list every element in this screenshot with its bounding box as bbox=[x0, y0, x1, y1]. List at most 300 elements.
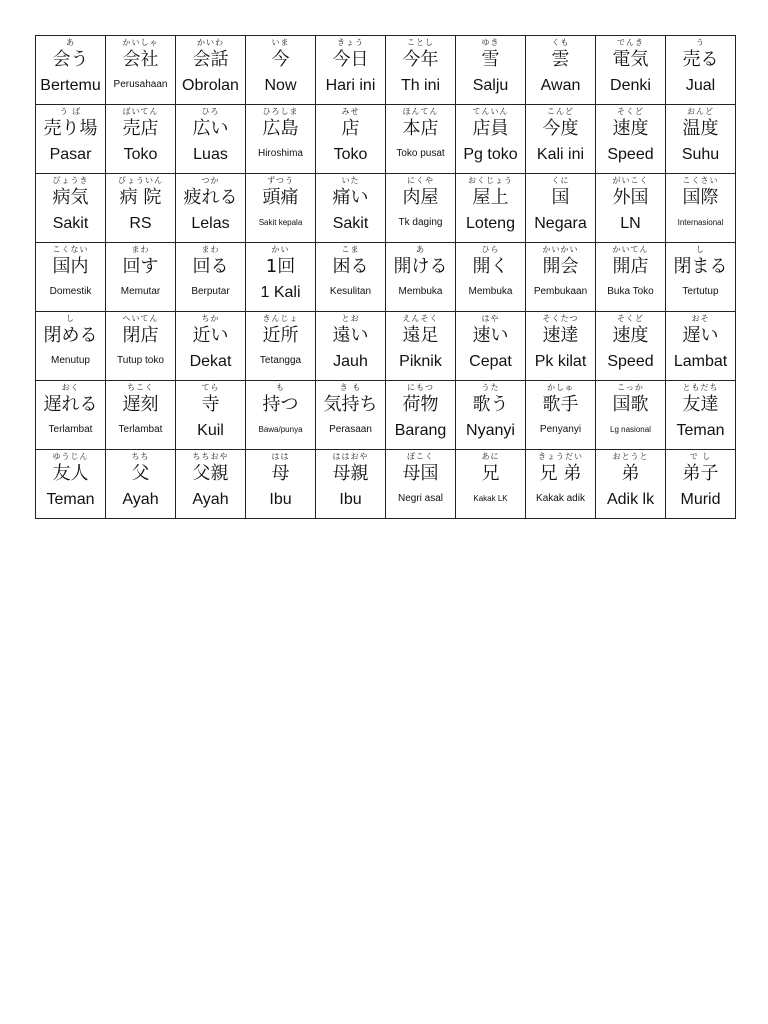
indonesian-meaning: Pembukaan bbox=[533, 286, 588, 297]
furigana-reading: ほんてん bbox=[402, 107, 439, 116]
furigana-reading: ゆうじん bbox=[52, 452, 89, 461]
indonesian-meaning: Perusahaan bbox=[113, 79, 168, 90]
kanji-word: 国歌 bbox=[612, 394, 649, 415]
furigana-reading: あ bbox=[416, 245, 425, 254]
vocab-entry bbox=[106, 174, 175, 242]
indonesian-meaning: Tetangga bbox=[259, 355, 302, 366]
vocabulary-sheet bbox=[35, 35, 733, 519]
furigana-reading: こくさい bbox=[682, 176, 719, 185]
indonesian-meaning: Tutup toko bbox=[117, 355, 164, 366]
vocab-cell bbox=[456, 450, 526, 519]
vocab-cell bbox=[176, 36, 246, 105]
vocab-cell bbox=[246, 312, 316, 381]
vocab-entry bbox=[176, 36, 245, 104]
vocab-cell bbox=[456, 36, 526, 105]
kanji-vocabulary-table bbox=[35, 35, 736, 519]
vocab-entry bbox=[36, 312, 105, 380]
vocab-entry bbox=[246, 450, 315, 518]
indonesian-meaning: Negri asal bbox=[397, 493, 444, 504]
table-row bbox=[36, 105, 736, 174]
vocab-entry bbox=[526, 312, 595, 380]
kanji-word: 広い bbox=[192, 118, 229, 139]
indonesian-meaning: RS bbox=[129, 215, 152, 232]
vocab-entry bbox=[666, 36, 735, 104]
vocab-entry bbox=[316, 174, 385, 242]
vocab-entry bbox=[456, 381, 525, 449]
vocab-cell bbox=[526, 381, 596, 450]
kanji-word: 兄 bbox=[481, 463, 500, 484]
furigana-reading: ばいてん bbox=[122, 107, 159, 116]
vocab-entry bbox=[456, 243, 525, 311]
kanji-word: 外国 bbox=[612, 187, 649, 208]
kanji-word: 店 bbox=[341, 118, 360, 139]
vocab-cell bbox=[316, 105, 386, 174]
vocab-cell bbox=[106, 243, 176, 312]
kanji-word: 母親 bbox=[332, 463, 369, 484]
furigana-reading: はや bbox=[481, 314, 500, 323]
vocab-entry bbox=[456, 105, 525, 173]
vocab-cell bbox=[596, 36, 666, 105]
furigana-reading: にくや bbox=[407, 176, 434, 185]
indonesian-meaning: Speed bbox=[607, 146, 654, 163]
indonesian-meaning: Menutup bbox=[51, 355, 90, 366]
indonesian-meaning: Bawa/punya bbox=[258, 425, 303, 434]
kanji-word: 売り場 bbox=[43, 118, 98, 139]
kanji-word: 広島 bbox=[262, 118, 299, 139]
furigana-reading: かしゅ bbox=[547, 383, 574, 392]
kanji-word: 会話 bbox=[192, 49, 229, 70]
indonesian-meaning: Memutar bbox=[120, 286, 161, 297]
kanji-word: 今日 bbox=[332, 49, 369, 70]
furigana-reading: でんき bbox=[617, 38, 644, 47]
vocab-entry bbox=[36, 105, 105, 173]
indonesian-meaning: 1 Kali bbox=[260, 284, 301, 301]
kanji-word: 困る bbox=[332, 256, 369, 277]
vocab-entry bbox=[246, 36, 315, 104]
vocab-entry bbox=[36, 36, 105, 104]
furigana-reading: にもつ bbox=[407, 383, 434, 392]
vocab-entry bbox=[596, 105, 665, 173]
vocab-entry bbox=[176, 174, 245, 242]
furigana-reading: ははおや bbox=[332, 452, 369, 461]
kanji-word: 頭痛 bbox=[262, 187, 299, 208]
furigana-reading: こくない bbox=[52, 245, 89, 254]
furigana-reading: がいこく bbox=[612, 176, 649, 185]
indonesian-meaning: Kuil bbox=[197, 422, 224, 439]
vocab-cell bbox=[526, 312, 596, 381]
indonesian-meaning: Denki bbox=[610, 77, 651, 94]
kanji-word: 売る bbox=[682, 49, 719, 70]
indonesian-meaning: Penyanyi bbox=[539, 424, 582, 435]
indonesian-meaning: Kesulitan bbox=[329, 286, 372, 297]
furigana-reading: きょう bbox=[337, 38, 364, 47]
indonesian-meaning: Buka Toko bbox=[607, 286, 654, 297]
indonesian-meaning: Lelas bbox=[191, 215, 230, 232]
vocab-entry bbox=[386, 105, 455, 173]
vocab-cell bbox=[36, 450, 106, 519]
kanji-word: 回す bbox=[122, 256, 159, 277]
kanji-word: 会う bbox=[52, 49, 89, 70]
indonesian-meaning: Speed bbox=[607, 353, 654, 370]
vocab-entry bbox=[176, 243, 245, 311]
vocab-cell bbox=[456, 174, 526, 243]
furigana-reading: おとうと bbox=[612, 452, 649, 461]
furigana-reading: くも bbox=[551, 38, 570, 47]
vocab-entry bbox=[526, 36, 595, 104]
kanji-word: 友人 bbox=[52, 463, 89, 484]
furigana-reading: ちち bbox=[131, 452, 150, 461]
vocab-cell bbox=[106, 105, 176, 174]
kanji-word: 雪 bbox=[481, 49, 500, 70]
indonesian-meaning: Tk daging bbox=[398, 217, 443, 228]
vocab-cell bbox=[106, 450, 176, 519]
vocab-entry bbox=[316, 450, 385, 518]
kanji-word: 病気 bbox=[52, 187, 89, 208]
furigana-reading: う bbox=[696, 38, 705, 47]
furigana-reading: びょういん bbox=[118, 176, 163, 185]
kanji-word: 雲 bbox=[551, 49, 570, 70]
vocab-cell bbox=[316, 381, 386, 450]
indonesian-meaning: Th ini bbox=[400, 77, 441, 94]
indonesian-meaning: Ayah bbox=[122, 491, 159, 508]
furigana-reading: くに bbox=[551, 176, 570, 185]
vocab-entry bbox=[456, 174, 525, 242]
furigana-reading: そくたつ bbox=[542, 314, 579, 323]
indonesian-meaning: Sakit kepala bbox=[258, 218, 303, 227]
indonesian-meaning: Toko bbox=[123, 146, 158, 163]
vocab-cell bbox=[596, 381, 666, 450]
vocab-entry bbox=[36, 450, 105, 518]
kanji-word: 寺 bbox=[201, 394, 220, 415]
vocab-entry bbox=[246, 105, 315, 173]
vocab-entry bbox=[106, 243, 175, 311]
indonesian-meaning: Jauh bbox=[333, 353, 368, 370]
indonesian-meaning: Jual bbox=[685, 77, 716, 94]
furigana-reading: びょうき bbox=[52, 176, 89, 185]
vocab-entry bbox=[106, 36, 175, 104]
kanji-word: 病 院 bbox=[119, 187, 162, 208]
vocab-cell bbox=[106, 381, 176, 450]
indonesian-meaning: Teman bbox=[676, 422, 725, 439]
kanji-word: 閉める bbox=[43, 325, 98, 346]
vocab-entry bbox=[596, 381, 665, 449]
furigana-reading: つか bbox=[201, 176, 220, 185]
furigana-reading: かい bbox=[271, 245, 290, 254]
indonesian-meaning: Ayah bbox=[192, 491, 229, 508]
vocab-cell bbox=[386, 450, 456, 519]
kanji-word: 遠い bbox=[332, 325, 369, 346]
furigana-reading: まわ bbox=[201, 245, 220, 254]
vocab-entry bbox=[386, 174, 455, 242]
vocab-cell bbox=[666, 36, 736, 105]
furigana-reading: ちか bbox=[201, 314, 220, 323]
vocab-cell bbox=[36, 174, 106, 243]
vocab-entry bbox=[666, 243, 735, 311]
kanji-table-body bbox=[36, 36, 736, 519]
vocab-cell bbox=[596, 105, 666, 174]
table-row bbox=[36, 174, 736, 243]
indonesian-meaning: Cepat bbox=[469, 353, 512, 370]
indonesian-meaning: Internasional bbox=[677, 218, 724, 227]
vocab-cell bbox=[456, 243, 526, 312]
furigana-reading: おく bbox=[61, 383, 80, 392]
kanji-word: 温度 bbox=[682, 118, 719, 139]
vocab-entry bbox=[526, 381, 595, 449]
vocab-entry bbox=[176, 381, 245, 449]
vocab-entry bbox=[36, 174, 105, 242]
furigana-reading: きょうだい bbox=[538, 452, 583, 461]
vocab-cell bbox=[526, 174, 596, 243]
vocab-cell bbox=[106, 312, 176, 381]
furigana-reading: はは bbox=[271, 452, 290, 461]
vocab-entry bbox=[526, 174, 595, 242]
kanji-word: 速度 bbox=[612, 118, 649, 139]
furigana-reading: ひら bbox=[481, 245, 500, 254]
kanji-word: 会社 bbox=[122, 49, 159, 70]
kanji-word: 開会 bbox=[542, 256, 579, 277]
vocab-cell bbox=[246, 36, 316, 105]
vocab-entry bbox=[666, 174, 735, 242]
kanji-word: 屋上 bbox=[472, 187, 509, 208]
vocab-entry bbox=[666, 105, 735, 173]
vocab-cell bbox=[456, 105, 526, 174]
furigana-reading: う ば bbox=[59, 107, 82, 116]
vocab-entry bbox=[106, 381, 175, 449]
kanji-word: 1回 bbox=[265, 256, 296, 277]
indonesian-meaning: Membuka bbox=[468, 286, 513, 297]
furigana-reading: そくど bbox=[617, 314, 644, 323]
kanji-word: 今年 bbox=[402, 49, 439, 70]
furigana-reading: ことし bbox=[407, 38, 434, 47]
vocab-entry bbox=[106, 450, 175, 518]
vocab-cell bbox=[526, 105, 596, 174]
vocab-cell bbox=[386, 312, 456, 381]
indonesian-meaning: Sakit bbox=[332, 215, 369, 232]
indonesian-meaning: Lg nasional bbox=[610, 425, 651, 434]
kanji-word: 遅い bbox=[682, 325, 719, 346]
kanji-word: 痛い bbox=[332, 187, 369, 208]
vocab-cell bbox=[456, 381, 526, 450]
furigana-reading: ゆき bbox=[481, 38, 500, 47]
furigana-reading: で し bbox=[689, 452, 712, 461]
furigana-reading: き も bbox=[339, 383, 362, 392]
indonesian-meaning: Pg toko bbox=[463, 146, 518, 163]
vocab-cell bbox=[176, 450, 246, 519]
vocab-cell bbox=[456, 312, 526, 381]
kanji-word: 開く bbox=[472, 256, 509, 277]
kanji-word: 速達 bbox=[542, 325, 579, 346]
vocab-cell bbox=[316, 450, 386, 519]
kanji-word: 歌手 bbox=[542, 394, 579, 415]
furigana-reading: きんじょ bbox=[262, 314, 299, 323]
vocab-cell bbox=[596, 174, 666, 243]
indonesian-meaning: Ibu bbox=[269, 491, 292, 508]
kanji-word: 電気 bbox=[612, 49, 649, 70]
furigana-reading: かいてん bbox=[612, 245, 649, 254]
furigana-reading: ぼこく bbox=[407, 452, 434, 461]
kanji-word: 売店 bbox=[122, 118, 159, 139]
indonesian-meaning: Toko pusat bbox=[396, 148, 445, 159]
vocab-entry bbox=[176, 105, 245, 173]
vocab-cell bbox=[666, 450, 736, 519]
indonesian-meaning: Murid bbox=[680, 491, 721, 508]
furigana-reading: こま bbox=[341, 245, 360, 254]
kanji-word: 兄 弟 bbox=[539, 463, 582, 484]
vocab-entry bbox=[316, 312, 385, 380]
vocab-entry bbox=[456, 312, 525, 380]
vocab-cell bbox=[386, 174, 456, 243]
indonesian-meaning: Hari ini bbox=[325, 77, 376, 94]
indonesian-meaning: Pk kilat bbox=[534, 353, 587, 370]
indonesian-meaning: Domestik bbox=[49, 286, 92, 297]
vocab-cell bbox=[666, 312, 736, 381]
kanji-word: 歌う bbox=[472, 394, 509, 415]
kanji-word: 母 bbox=[271, 463, 290, 484]
kanji-word: 弟子 bbox=[682, 463, 719, 484]
furigana-reading: し bbox=[66, 314, 75, 323]
furigana-reading: も bbox=[276, 383, 285, 392]
vocab-entry bbox=[596, 174, 665, 242]
furigana-reading: ちこく bbox=[127, 383, 154, 392]
kanji-word: 友達 bbox=[682, 394, 719, 415]
vocab-entry bbox=[176, 312, 245, 380]
vocab-cell bbox=[386, 243, 456, 312]
furigana-reading: かいしゃ bbox=[122, 38, 159, 47]
indonesian-meaning: Barang bbox=[394, 422, 447, 439]
vocab-entry bbox=[386, 381, 455, 449]
vocab-cell bbox=[246, 381, 316, 450]
vocab-entry bbox=[386, 450, 455, 518]
vocab-entry bbox=[316, 381, 385, 449]
kanji-word: 父 bbox=[131, 463, 150, 484]
indonesian-meaning: LN bbox=[620, 215, 641, 232]
furigana-reading: かいわ bbox=[197, 38, 224, 47]
kanji-word: 今 bbox=[271, 49, 290, 70]
indonesian-meaning: Sakit bbox=[52, 215, 89, 232]
vocab-entry bbox=[246, 381, 315, 449]
vocab-cell bbox=[386, 36, 456, 105]
indonesian-meaning: Negara bbox=[534, 215, 587, 232]
vocab-entry bbox=[386, 243, 455, 311]
vocab-cell bbox=[36, 243, 106, 312]
indonesian-meaning: Dekat bbox=[189, 353, 232, 370]
kanji-word: 母国 bbox=[402, 463, 439, 484]
vocab-cell bbox=[526, 450, 596, 519]
furigana-reading: あに bbox=[481, 452, 500, 461]
kanji-word: 本店 bbox=[402, 118, 439, 139]
vocab-cell bbox=[176, 105, 246, 174]
kanji-word: 荷物 bbox=[402, 394, 439, 415]
vocab-cell bbox=[246, 243, 316, 312]
kanji-word: 閉店 bbox=[122, 325, 159, 346]
kanji-word: 近い bbox=[192, 325, 229, 346]
furigana-reading: みせ bbox=[341, 107, 360, 116]
furigana-reading: いた bbox=[341, 176, 360, 185]
vocab-entry bbox=[106, 312, 175, 380]
kanji-word: 疲れる bbox=[183, 187, 238, 208]
vocab-entry bbox=[106, 105, 175, 173]
kanji-word: 国 bbox=[551, 187, 570, 208]
indonesian-meaning: Berputar bbox=[191, 286, 230, 297]
indonesian-meaning: Kakak LK bbox=[473, 494, 508, 503]
indonesian-meaning: Kali ini bbox=[536, 146, 585, 163]
indonesian-meaning: Bertemu bbox=[40, 77, 101, 94]
furigana-reading: ひろしま bbox=[262, 107, 299, 116]
vocab-cell bbox=[246, 450, 316, 519]
kanji-word: 回る bbox=[192, 256, 229, 277]
vocab-entry bbox=[596, 36, 665, 104]
indonesian-meaning: Obrolan bbox=[182, 77, 239, 94]
furigana-reading: おそ bbox=[691, 314, 710, 323]
kanji-word: 国内 bbox=[52, 256, 89, 277]
vocab-cell bbox=[176, 243, 246, 312]
indonesian-meaning: Lambat bbox=[673, 353, 728, 370]
vocab-cell bbox=[316, 36, 386, 105]
indonesian-meaning: Teman bbox=[46, 491, 95, 508]
furigana-reading: とお bbox=[341, 314, 360, 323]
furigana-reading: いま bbox=[271, 38, 290, 47]
furigana-reading: てら bbox=[201, 383, 220, 392]
vocab-cell bbox=[386, 105, 456, 174]
indonesian-meaning: Piknik bbox=[399, 353, 442, 370]
table-row bbox=[36, 450, 736, 519]
vocab-entry bbox=[36, 243, 105, 311]
vocab-entry bbox=[596, 450, 665, 518]
indonesian-meaning: Suhu bbox=[681, 146, 720, 163]
indonesian-meaning: Membuka bbox=[398, 286, 443, 297]
table-row bbox=[36, 312, 736, 381]
vocab-entry bbox=[176, 450, 245, 518]
kanji-word: 遅刻 bbox=[122, 394, 159, 415]
kanji-word: 気持ち bbox=[323, 394, 378, 415]
vocab-cell bbox=[526, 243, 596, 312]
kanji-word: 弟 bbox=[621, 463, 640, 484]
vocab-cell bbox=[526, 36, 596, 105]
kanji-word: 遅れる bbox=[43, 394, 98, 415]
indonesian-meaning: Luas bbox=[193, 146, 228, 163]
vocab-cell bbox=[176, 174, 246, 243]
vocab-entry bbox=[666, 312, 735, 380]
furigana-reading: そくど bbox=[617, 107, 644, 116]
furigana-reading: まわ bbox=[131, 245, 150, 254]
vocab-cell bbox=[666, 243, 736, 312]
vocab-cell bbox=[246, 105, 316, 174]
vocab-cell bbox=[386, 381, 456, 450]
vocab-cell bbox=[36, 381, 106, 450]
vocab-entry bbox=[246, 312, 315, 380]
furigana-reading: えんそく bbox=[402, 314, 439, 323]
kanji-word: 開ける bbox=[393, 256, 448, 277]
table-row bbox=[36, 243, 736, 312]
vocab-entry bbox=[596, 312, 665, 380]
vocab-entry bbox=[386, 36, 455, 104]
vocab-cell bbox=[36, 105, 106, 174]
kanji-word: 閉まる bbox=[673, 256, 728, 277]
vocab-entry bbox=[246, 174, 315, 242]
furigana-reading: かいかい bbox=[542, 245, 579, 254]
vocab-entry bbox=[666, 450, 735, 518]
vocab-entry bbox=[386, 312, 455, 380]
kanji-word: 速い bbox=[472, 325, 509, 346]
vocab-cell bbox=[106, 36, 176, 105]
furigana-reading: こんど bbox=[547, 107, 574, 116]
vocab-entry bbox=[36, 381, 105, 449]
table-row bbox=[36, 381, 736, 450]
kanji-word: 父親 bbox=[192, 463, 229, 484]
indonesian-meaning: Now bbox=[264, 77, 297, 94]
vocab-entry bbox=[666, 381, 735, 449]
indonesian-meaning: Salju bbox=[472, 77, 509, 94]
